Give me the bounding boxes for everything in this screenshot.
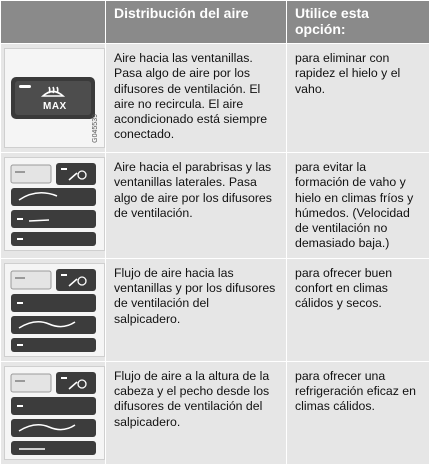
distribution-text: Aire hacia las ventanillas. Pasa algo de aire por los difusores de ventilación. El aire no recircula. El aire acondicionado está siempre conectado. (106, 44, 287, 153)
table-row (1, 44, 429, 153)
figure-code: G045539 (88, 114, 103, 143)
table-header-row (1, 1, 429, 44)
image-cell (1, 153, 106, 259)
airflow-head-chest-illustration (4, 366, 105, 460)
airflow-windshield-side-illustration (4, 157, 105, 251)
max-label: MAX (43, 99, 67, 114)
header-use-option: Utilice esta opción: (287, 1, 429, 44)
distribution-text: Aire hacia el parabrisas y las ventanillas laterales. Pasa algo de aire por los difusores de ventilación. (106, 153, 287, 259)
image-cell (1, 361, 106, 464)
max-defrost-illustration (4, 48, 105, 148)
distribution-text: Flujo de aire a la altura de la cabeza y el pecho desde los difusores de ventilación del salpicadero. (106, 361, 287, 464)
use-text: para evitar la formación de vaho y hielo en climas fríos y húmedos. (Velocidad de ventilación no demasiado baja.) (287, 153, 429, 259)
use-text: para ofrecer una refrigeración eficaz en climas cálidos. (287, 361, 429, 464)
use-text: para eliminar con rapidez el hielo y el vaho. (287, 44, 429, 153)
table-row (1, 258, 429, 361)
image-cell (1, 44, 106, 153)
table-row (1, 153, 429, 259)
image-cell (1, 258, 106, 361)
header-image-column (1, 1, 106, 44)
distribution-text: Flujo de aire hacia las ventanillas y por los difusores de ventilación del salpicadero. (106, 258, 287, 361)
airflow-windows-dashboard-illustration (4, 263, 105, 357)
header-distribution: Distribución del aire (106, 1, 287, 44)
use-text: para ofrecer buen confort en climas cálidos y secos. (287, 258, 429, 361)
table-row (1, 361, 429, 464)
